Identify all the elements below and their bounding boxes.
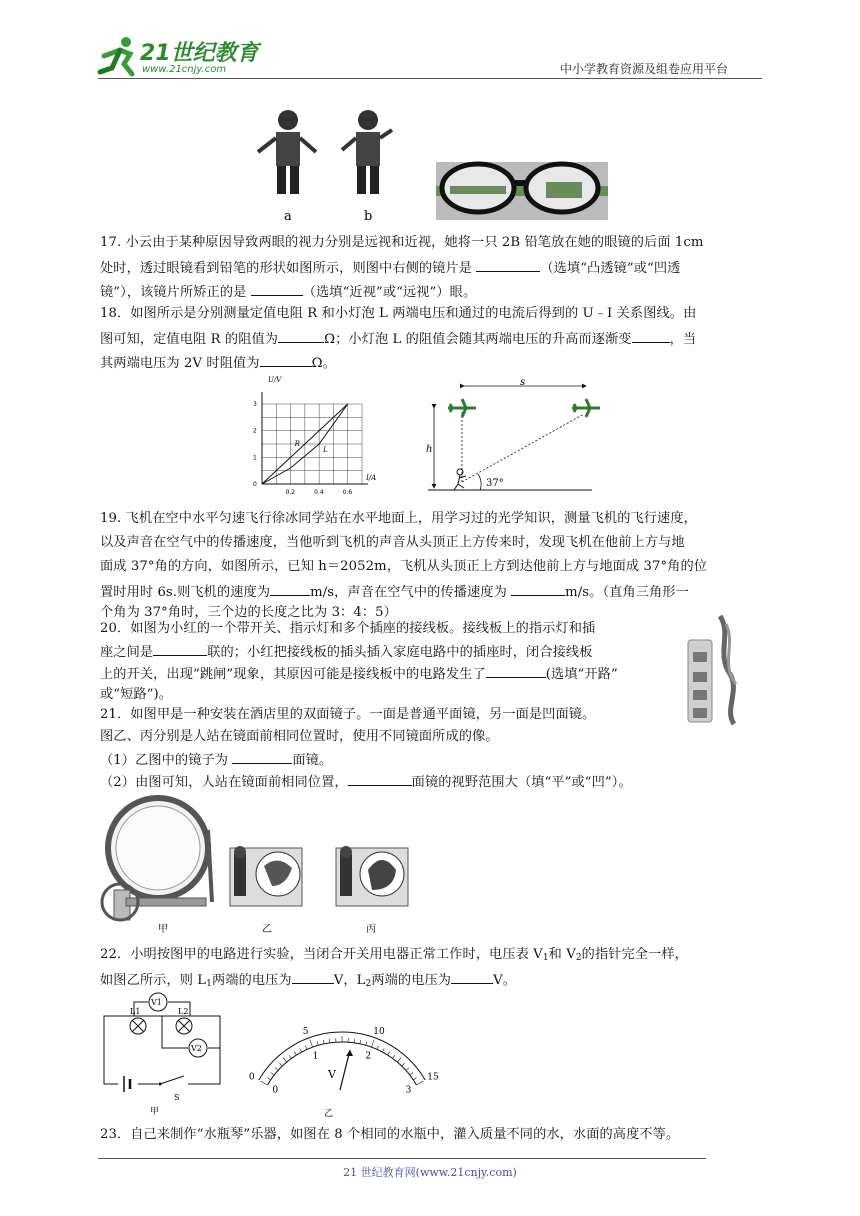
meter-tick [354, 1039, 355, 1043]
q22-blank2[interactable] [451, 968, 493, 984]
x-tick-label: 0.2 [285, 489, 296, 496]
q18-blank3[interactable] [260, 351, 312, 367]
meter-tick [275, 1068, 278, 1071]
power-strip-figure [686, 614, 746, 726]
q21-line3 [100, 748, 332, 772]
meter-tick [366, 1041, 367, 1045]
q17-line3a: 镜”），该镜片所矫正的是 [100, 285, 251, 300]
q22-line1a: 22．小明按图甲的电路进行实验，当闭合开关用电器正常工作时，电压表 V [100, 947, 543, 962]
ui-chart [248, 372, 378, 502]
q22-line2c: V，L [333, 973, 366, 988]
plane-icon-2 [572, 399, 600, 417]
y-tick-label: 0 [253, 481, 257, 488]
q22-line1 [100, 944, 688, 966]
q17-line2b: （选填“凸透镜”或“凹透 [540, 261, 681, 276]
meter-tick [402, 1063, 405, 1066]
q19-blank2[interactable] [511, 580, 565, 596]
q20-line1: 20．如图为小红的一个带开关、指示灯和多个插座的接线板。接线板上的指示灯和插 [100, 621, 596, 636]
meter-tick [305, 1046, 307, 1050]
meter-tick [294, 1052, 296, 1055]
q18-line2b: Ω；小灯泡 L 的阻值会随其两端电压的升高而逐渐变 [324, 332, 632, 347]
q21-line2: 图乙、丙分别是人站在镜面前相同位置时，使用不同镜面所成的像。 [100, 729, 499, 744]
q21-line3a: （1）乙图中的镜子为 [100, 753, 233, 768]
q22-line1b: 和 V [548, 947, 576, 962]
y-tick-label: 3 [253, 401, 257, 408]
q19-line4a: 置时用时 6s.则飞机的速度为 [100, 585, 271, 600]
circuit-caption: 甲 [150, 1107, 160, 1117]
meter-tick [371, 1040, 374, 1048]
meter-bottom-label: 2 [365, 1051, 372, 1062]
fig-label-yi: 乙 [262, 924, 272, 935]
meter-tick [416, 1081, 423, 1085]
q21-blank1[interactable] [232, 748, 292, 764]
person-icon [454, 469, 466, 490]
fig-label-bing: 丙 [366, 924, 376, 935]
q18-line2 [100, 327, 696, 351]
header-rule [98, 78, 762, 79]
q19-line3: 面成 37°角的方向，如图所示，已知 h＝2052m，飞机从头顶正上方到达他前上方与地面成 37°角的位 [100, 559, 708, 574]
q21-line1-visible: 21．如图甲是一种安装在酒店里的双面镜子。一面是普通平面镜，另一面是凹面镜。 [100, 707, 596, 722]
meter-tick [261, 1081, 268, 1085]
meter-tick [388, 1052, 390, 1055]
plane-icon-1 [448, 399, 476, 417]
meter-tick [360, 1040, 361, 1044]
q22-sub3: 1 [206, 979, 212, 989]
q22-line2e: V。 [493, 973, 516, 988]
q18-line3b: Ω。 [311, 356, 336, 371]
q17-line1: 17. 小云由于某种原因导致两眼的视力分别是远视和近视，她将一只 2B 铅笔放在她的眼镜的后面 1cm [100, 235, 704, 250]
meter-tick [393, 1055, 395, 1058]
v2-label: V2 [191, 1044, 202, 1053]
meter-caption: 乙 [324, 1109, 334, 1119]
meter-top-label: 10 [373, 1027, 385, 1038]
chart-ylabel: U/V [268, 376, 282, 384]
q19-line4b: m/s，声音在空气中的传播速度为 [310, 585, 512, 600]
meter-tick [289, 1055, 291, 1058]
meter-tick [397, 1058, 401, 1063]
meter-arc-inner [268, 1042, 417, 1085]
meter-labels [249, 1027, 439, 1095]
switch-label: S [174, 1093, 180, 1102]
l2-label: L2 [178, 1007, 189, 1016]
q17-blank2[interactable] [251, 280, 303, 296]
meter-tick [310, 1040, 313, 1048]
x-tick-label: 0.4 [314, 489, 324, 496]
label-h: h [426, 444, 433, 455]
q19-line4c: m/s。（直角三角形一 [565, 585, 689, 600]
meter-bottom-label: 1 [312, 1051, 319, 1062]
q22-line2d: 两端的电压为 [371, 973, 452, 988]
q18-line2c: ，当 [669, 332, 697, 347]
q20-line2 [100, 640, 593, 664]
q21-blank2[interactable] [348, 770, 412, 786]
q17-line2a: 处时，透过眼镜看到铅笔的形状如图所示，则图中右侧的镜片是 [100, 261, 477, 276]
l1-label: L1 [130, 1007, 141, 1016]
q22-line2b: 两端的电压为 [212, 973, 292, 988]
q20-line2b: 联的；小红把接线板的插头插入家庭电路中的插座时，闭合接线板 [207, 645, 593, 660]
meter-unit: V [328, 1068, 336, 1081]
series-label-R: R [294, 440, 300, 448]
meter-tick [323, 1040, 324, 1044]
image-bing-figure [336, 846, 408, 906]
label-b: b [364, 209, 373, 224]
q20-line2a: 座之间是 [100, 645, 154, 660]
q21-line3b: 面镜。 [292, 753, 333, 768]
q20-blank2[interactable] [486, 662, 546, 678]
q20-line3b: (选填“开路” [545, 667, 618, 682]
label-s: s [520, 377, 526, 388]
q21-line4a: （2）由图可知，人站在镜面前相同位置， [100, 775, 348, 790]
runner-logo-icon [96, 34, 140, 78]
angle-arc [478, 474, 481, 490]
q22-sub2: 2 [575, 953, 582, 963]
q18-blank2[interactable] [632, 327, 670, 343]
logo-main-text: 21世纪教育 [140, 41, 259, 66]
circuit-figure [98, 992, 228, 1116]
person-b-figure [342, 110, 392, 194]
q19-line4 [100, 580, 689, 604]
chart-ticks [253, 401, 352, 496]
fig-label-jia: 甲 [158, 924, 168, 935]
q18-blank1[interactable] [278, 327, 324, 343]
meter-tick [283, 1058, 287, 1063]
q17-blank1[interactable] [476, 256, 540, 272]
meter-top-label: 15 [427, 1072, 439, 1083]
q22-line2a: 如图乙所示，则 L [100, 973, 207, 988]
series-label-L: L [323, 446, 328, 454]
meter-tick [382, 1049, 384, 1053]
label-angle: 37° [486, 478, 504, 489]
q18-line3a: 其两端电压为 2V 时阻值为 [100, 356, 260, 371]
q18-line2a: 图可知，定值电阻 R 的阻值为 [100, 332, 279, 347]
header-right-text: 中小学教育资源及组卷应用平台 [560, 62, 729, 76]
q21-line4b: 面镜的视野范围大（填“平”或“凹”）。 [411, 775, 632, 790]
q22-sub4: 2 [365, 979, 372, 989]
meter-bottom-label: 0 [272, 1085, 279, 1096]
plane-figure [422, 378, 622, 496]
meter-tick [329, 1039, 330, 1043]
meter-scale [259, 1032, 425, 1085]
footer-rule [98, 1158, 706, 1159]
q23-line1: 23．自己来制作“水瓶琴”乐器，如图在 8 个相同的水瓶中，灌入质量不同的水，水面的高度不等。 [100, 1127, 680, 1142]
needle-tip [346, 1050, 353, 1056]
meter-tick [377, 1046, 379, 1050]
q19-line1: 19. 飞机在空中水平匀速飞行徐冰同学站在水平地面上，用学习过的光学知识，测量飞机的飞行速度， [100, 511, 697, 526]
meter-tick [413, 1078, 416, 1080]
v1-label: V1 [151, 998, 162, 1007]
meter-tick [317, 1041, 318, 1045]
q17-line3 [100, 280, 476, 304]
person-a-figure [258, 110, 316, 194]
q20-blank1[interactable] [153, 640, 207, 656]
q22-line1c: 的指针完全一样， [581, 947, 688, 962]
mirror-figures [96, 790, 426, 940]
q18-line1: 18．如图所示是分别测量定值电阻 R 和小灯泡 L 两端电压和通过的电流后得到的 U﹣I 关系图线。由 [100, 306, 697, 321]
image-yi-figure [230, 846, 302, 906]
meter-top-label: 5 [302, 1027, 309, 1038]
voltmeter-figure [248, 998, 439, 1120]
label-a: a [284, 209, 292, 224]
y-tick-label: 2 [253, 427, 257, 435]
q20-line3a: 上的开关，出现“跳闸”现象，其原因可能是接线板中的电路发生了 [100, 667, 486, 682]
chart-xlabel: I/A [366, 474, 377, 482]
x-tick-label: 0.6 [342, 489, 353, 496]
q19-line2: 以及声音在空气中的传播速度，当他听到飞机的声音从头顶正上方传来时，发现飞机在他前上方与地 [100, 535, 685, 550]
q17-line3b: （选填“近视”或“远视”）眼。 [302, 285, 477, 300]
header-logo [96, 34, 266, 80]
footer-text: 21 世纪教育网(www.21cnjy.com) [343, 1166, 517, 1179]
y-tick-label: 1 [253, 454, 257, 462]
meter-top-label: 0 [248, 1072, 255, 1083]
eye-figure [250, 100, 610, 225]
q20-line3 [100, 662, 618, 686]
meter-bottom-label: 3 [405, 1085, 412, 1096]
meter-tick [406, 1068, 409, 1071]
q19-line5: 个角为 37°角时，三个边的长度之比为 3：4：5） [100, 605, 397, 620]
glasses-figure [436, 162, 608, 220]
q22-blank1[interactable] [292, 968, 334, 984]
q22-line2 [100, 968, 516, 992]
meter-tick [410, 1073, 413, 1075]
mirror-stand-figure [102, 798, 212, 920]
q17-line2 [100, 256, 680, 280]
slant-dotted [462, 414, 584, 482]
q20-line4: 或“短路”)。 [100, 687, 173, 702]
meter-tick [300, 1049, 302, 1053]
logo-url-text: www.21cnjy.com [142, 64, 227, 75]
meter-tick [271, 1073, 274, 1075]
chart-grid [262, 404, 362, 484]
meter-tick [267, 1078, 270, 1080]
meter-tick [279, 1063, 282, 1066]
q22-sub1: 1 [542, 953, 549, 963]
q19-blank1[interactable] [270, 580, 310, 596]
chart-axes [262, 392, 368, 484]
